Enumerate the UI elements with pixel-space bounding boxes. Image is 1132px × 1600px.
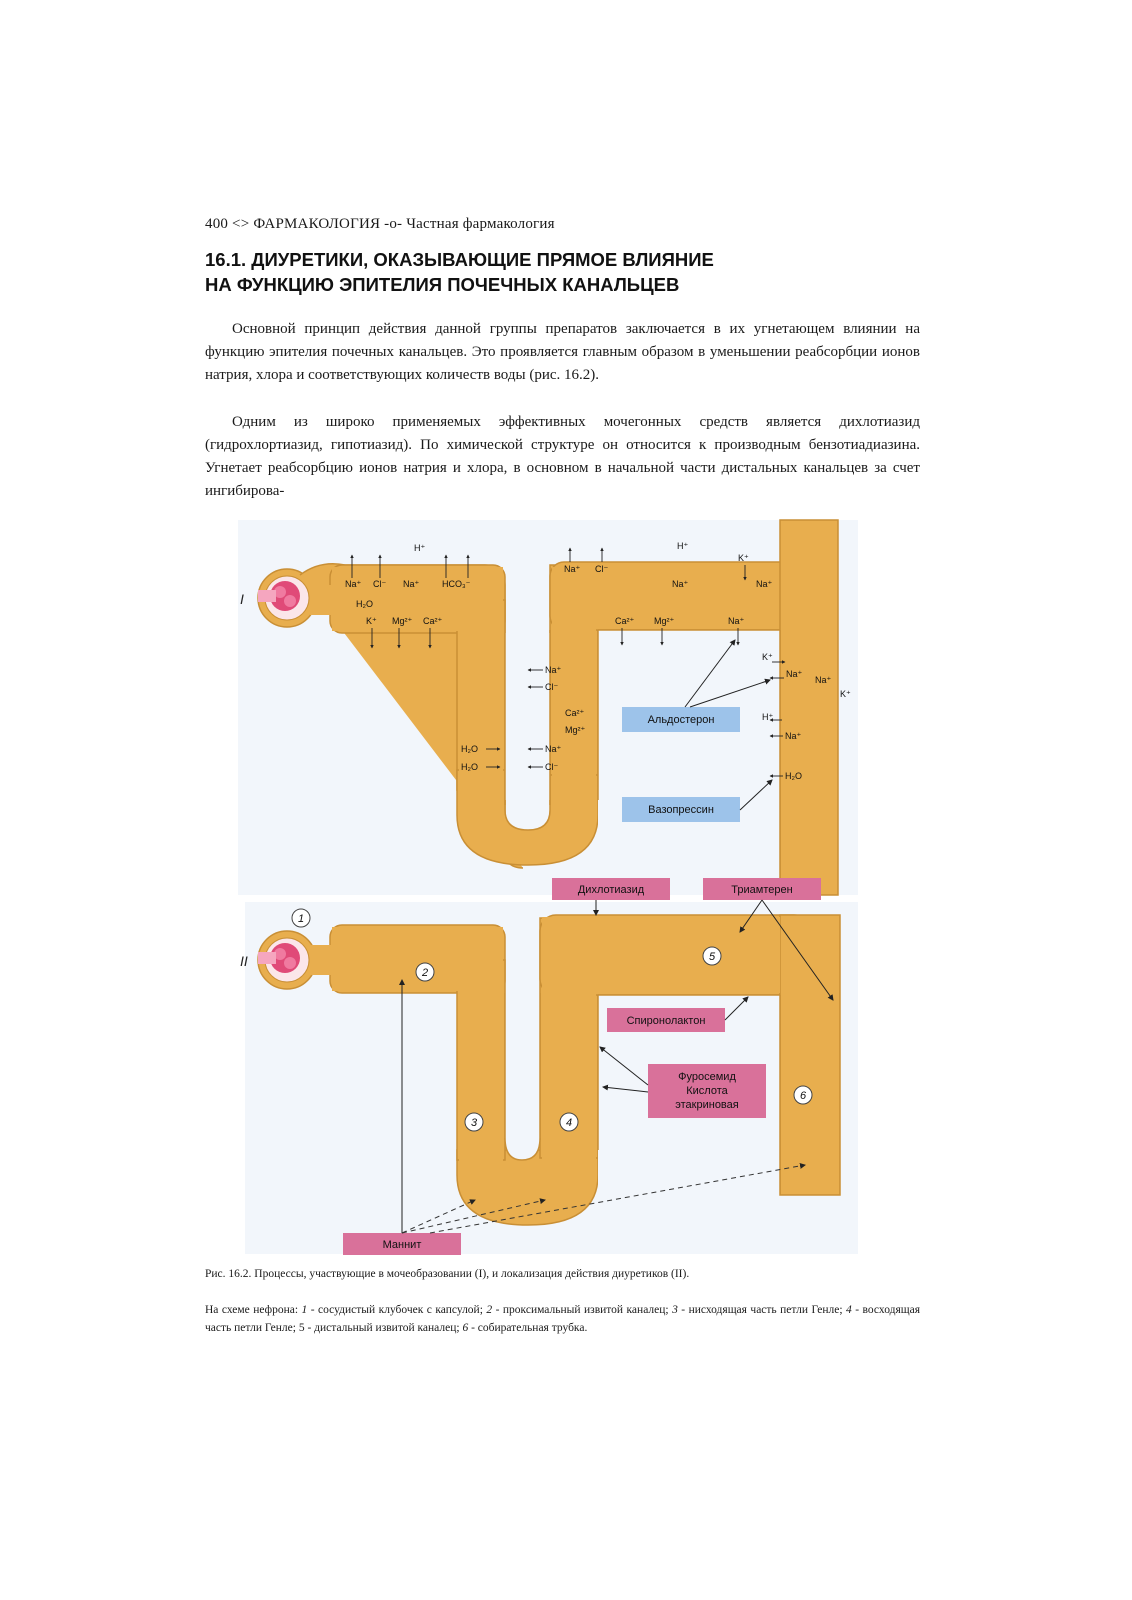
ion-coll-7: H₂O <box>785 771 802 781</box>
ion-prox-7: K⁺ <box>366 616 377 626</box>
paragraph-2: Одним из широко применяемых эффективных мочегонных средств является дихлотиазид (гидрохлортиазид, гипотиазид). По химической структуре он относится к производным бензотиадиазина. Угнетает реабсорбцию ионов натрия и хлора, в основном в начальной части дистальных канальцев за счет ингибирова- <box>205 414 920 499</box>
ion-asc-1: Na⁺ <box>545 665 562 675</box>
ion-dist-6: Na⁺ <box>756 579 773 589</box>
ion-prox-5: HCO₃⁻ <box>442 579 471 589</box>
ion-coll-5: H⁺ <box>762 712 774 722</box>
ion-coll-6: Na⁺ <box>785 731 802 741</box>
ion-dist-2: Cl⁻ <box>595 564 609 574</box>
ion-asc-5: Na⁺ <box>545 744 562 754</box>
vasopressin-label: Вазопрессин <box>648 804 714 816</box>
figure-caption-legend <box>205 1301 920 1337</box>
legend-num-6: 6 <box>462 1322 469 1334</box>
furosemide-label-2: Кислота <box>686 1085 728 1097</box>
ion-asc-2: Cl⁻ <box>545 682 559 692</box>
ion-dist-5: K⁺ <box>738 553 749 563</box>
number-1: 1 <box>297 913 305 925</box>
legend-text-4: - восходящая часть петли Генле; 5 - дистальный извитой каналец; <box>205 1304 920 1334</box>
ion-dist-9: Na⁺ <box>728 616 745 626</box>
ion-coll-2: Na⁺ <box>786 669 803 679</box>
ion-asc-6: Cl⁻ <box>545 762 559 772</box>
ion-coll-3: Na⁺ <box>815 675 832 685</box>
legend-num-2: 2 <box>486 1304 493 1316</box>
dichlothiazide-label: Дихлотиазид <box>577 884 645 896</box>
ion-coll-4: K⁺ <box>840 689 851 699</box>
panel-1-roman: I <box>240 591 244 607</box>
ion-prox-2: Cl⁻ <box>373 579 387 589</box>
ion-asc-4: Mg²⁺ <box>565 725 586 735</box>
legend-text-3: - нисходящая часть петли Генле; <box>677 1304 847 1316</box>
running-head: 400 <> ФАРМАКОЛОГИЯ -о- Частная фармакология <box>205 216 555 232</box>
ion-dist-4: Na⁺ <box>672 579 689 589</box>
legend-num-3: 3 <box>672 1304 678 1316</box>
ion-dist-7: Ca²⁺ <box>615 616 635 626</box>
ion-prox-1: Na⁺ <box>345 579 362 589</box>
paragraph-1: Основной принцип действия данной группы препаратов заключается в их угнетающем влиянии на функцию эпителия почечных канальцев. Это проявляется главным образом в уменьшении реабсорбции ионов натрия, хлора и соответствующих количеств воды (рис. 16.2). <box>205 321 920 383</box>
number-3: 3 <box>470 1117 478 1129</box>
legend-intro: На схеме нефрона: <box>205 1304 302 1316</box>
panel-2-roman: II <box>240 953 248 969</box>
ion-dist-8: Mg²⁺ <box>654 616 675 626</box>
furosemide-label-3: этакриновая <box>675 1099 739 1111</box>
legend-num-4: 4 <box>846 1304 852 1316</box>
ion-asc-3: Ca²⁺ <box>565 708 585 718</box>
legend-text-1: - сосудистый клубочек с капсулой; <box>307 1304 487 1316</box>
number-4: 4 <box>565 1117 573 1129</box>
heading-line-1: 16.1. ДИУРЕТИКИ, ОКАЗЫВАЮЩИЕ ПРЯМОЕ ВЛИЯНИЕ <box>205 249 714 270</box>
ion-desc-1: H₂O <box>461 744 478 754</box>
figure-caption-title: Рис. 16.2. Процессы, участвующие в мочеобразовании (I), и локализация действия диуретиков (II). <box>205 1268 690 1280</box>
ion-dist-3: H⁺ <box>677 541 689 551</box>
legend-text-2: - проксимальный извитой каналец; <box>492 1304 673 1316</box>
mannitol-label: Маннит <box>382 1239 422 1251</box>
legend-num-1: 1 <box>301 1304 308 1316</box>
aldosterone-label: Альдостерон <box>647 714 715 726</box>
ion-prox-4: Na⁺ <box>403 579 420 589</box>
ion-prox-8: Mg²⁺ <box>392 616 413 626</box>
number-6: 6 <box>799 1090 807 1102</box>
legend-text-6: - собирательная трубка. <box>468 1322 588 1334</box>
furosemide-label-1: Фуросемид <box>678 1071 736 1083</box>
spironolactone-label: Спиронолактон <box>626 1015 706 1027</box>
ion-dist-1: Na⁺ <box>564 564 581 574</box>
ion-desc-2: H₂O <box>461 762 478 772</box>
ion-prox-6: H₂O <box>356 599 373 609</box>
number-5: 5 <box>708 951 716 963</box>
heading-line-2: НА ФУНКЦИЮ ЭПИТЕЛИЯ ПОЧЕЧНЫХ КАНАЛЬЦЕВ <box>205 274 680 295</box>
triamterene-label: Триамтерен <box>731 884 793 896</box>
ion-prox-9: Ca²⁺ <box>423 616 443 626</box>
number-2: 2 <box>421 967 429 979</box>
ion-coll-1: K⁺ <box>762 652 773 662</box>
ion-prox-3: H⁺ <box>414 543 426 553</box>
